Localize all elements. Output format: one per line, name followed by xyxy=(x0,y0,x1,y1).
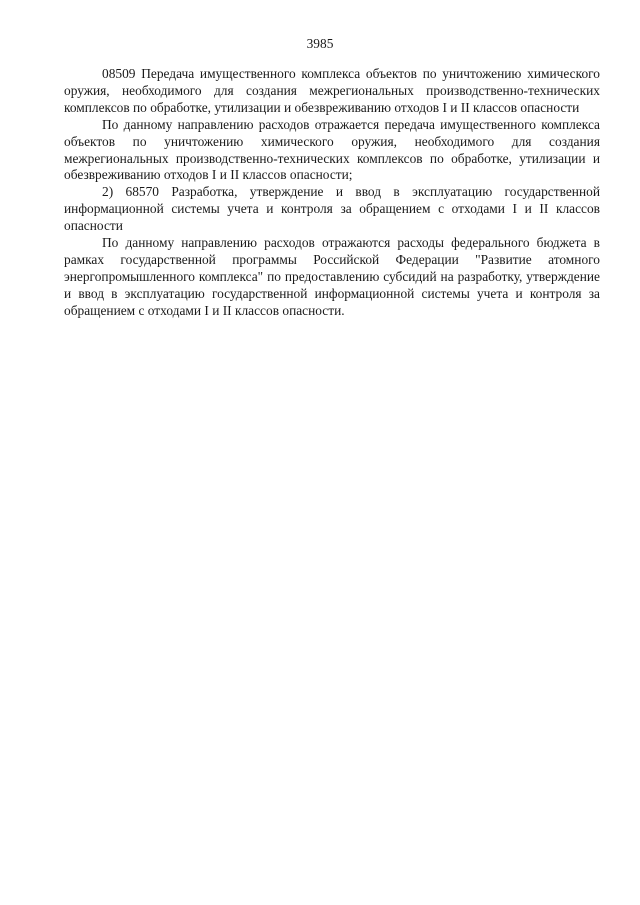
document-body xyxy=(64,66,600,320)
page-number: 3985 xyxy=(306,36,334,51)
paragraph-68570-heading: 2) 68570 Разработка, утверждение и ввод в эксплуатацию государственной информационной системы учета и контроля за обращением с отходами I и II классов опасности xyxy=(64,184,600,234)
paragraph-08509-description: По данному направлению расходов отражается передача имущественного комплекса объектов по уничтожению химического оружия, необходимого для создания межрегиональных производственно-технических комплексов по обработке, утилизации и обезвреживанию отходов I и II классов опасности; xyxy=(64,116,600,183)
paragraph-68570-description: По данному направлению расходов отражаются расходы федерального бюджета в рамках государственной программы Российской Федерации "Развитие атомного энергопромышленного комплекса" по предоставлению субсидий на разработку, утверждение и ввод в эксплуатацию государственной информационной системы учета и контроля за обращением с отходами I и II классов опасности. xyxy=(64,235,600,318)
paragraph-08509-heading: 08509 Передача имущественного комплекса объектов по уничтожению химического оружия, необходимого для создания межрегиональных производственно-технических комплексов по обработке, утилизации и обезвреживанию отходов I и II классов опасности xyxy=(64,66,600,115)
